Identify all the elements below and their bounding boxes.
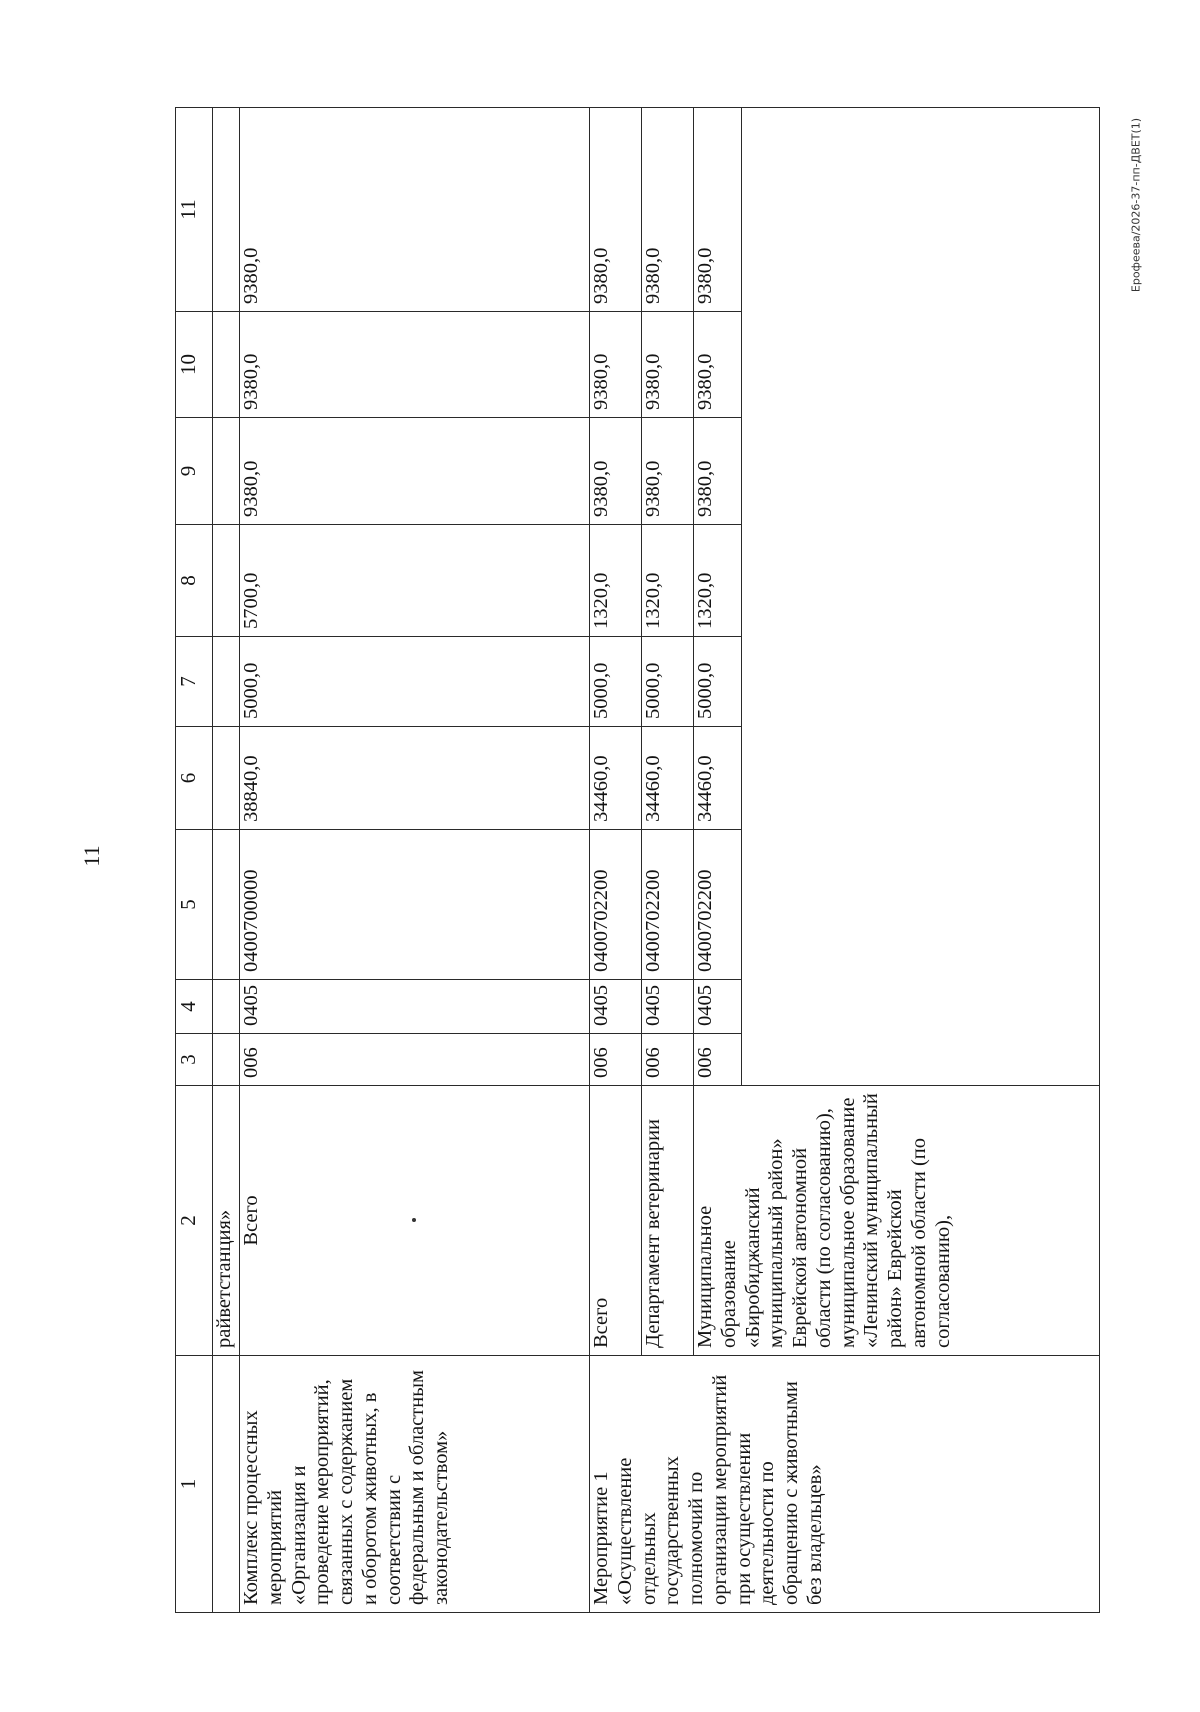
value-2025: 38840,0 (240, 727, 590, 830)
cell-empty (213, 1356, 240, 1613)
cell-empty (213, 980, 240, 1034)
complex-source-label: Всего (240, 1195, 262, 1246)
value-2026: 5000,0 (694, 637, 742, 727)
value-2025: 34460,0 (694, 727, 742, 830)
measure-source: Всего (590, 1086, 642, 1356)
value-2026: 5000,0 (590, 637, 642, 727)
value-2025: 34460,0 (590, 727, 642, 830)
measure-name: Мероприятие 1 «Осуществление отдельных государственных полномочий по организации мероприятий при осуществлении деятельности по обращению с животными без владельцев» (590, 1356, 1100, 1613)
header-cell: 9 (176, 418, 213, 525)
header-cell: 5 (176, 830, 213, 980)
complex-total-row (240, 108, 590, 1613)
value-2028: 9380,0 (642, 418, 694, 525)
value-2027: 1320,0 (694, 525, 742, 637)
value-2026: 5000,0 (240, 637, 590, 727)
value-2028: 9380,0 (694, 418, 742, 525)
header-cell: 10 (176, 312, 213, 418)
rotated-table-container (175, 108, 1100, 1613)
header-cell: 4 (176, 980, 213, 1034)
header-cell: 7 (176, 637, 213, 727)
header-cell: 8 (176, 525, 213, 637)
dot-mark (412, 1219, 416, 1223)
rz-cell: 0405 (590, 980, 642, 1034)
complex-name: Комплекс процессных мероприятий «Организация и проведение мероприятий, связанных с содержанием и оборотом животных, в соответствии с федеральным и областным законодательством» (240, 1356, 590, 1613)
cell-empty (213, 637, 240, 727)
measure-total-row (590, 108, 642, 1613)
stray-dot (399, 1093, 423, 1348)
grbs-cell: 006 (694, 1034, 742, 1086)
value-2029: 9380,0 (240, 312, 590, 418)
grbs-cell: 006 (240, 1034, 590, 1086)
value-2030: 9380,0 (240, 108, 590, 312)
value-2027: 1320,0 (642, 525, 694, 637)
value-2026: 5000,0 (642, 637, 694, 727)
csr-cell: 0400700000 (240, 830, 590, 980)
grbs-cell: 006 (642, 1034, 694, 1086)
value-2028: 9380,0 (590, 418, 642, 525)
header-cell: 6 (176, 727, 213, 830)
value-2030: 9380,0 (590, 108, 642, 312)
value-2029: 9380,0 (590, 312, 642, 418)
grbs-cell: 006 (590, 1034, 642, 1086)
csr-cell: 0400702200 (590, 830, 642, 980)
header-cell: 3 (176, 1034, 213, 1086)
page-number: 11 (79, 845, 104, 867)
rz-cell: 0405 (694, 980, 742, 1034)
measure-source: Департамент ветеринарии (642, 1086, 694, 1356)
cell-empty (213, 525, 240, 637)
value-2030: 9380,0 (694, 108, 742, 312)
blank-area (742, 108, 1100, 1086)
csr-cell: 0400702200 (642, 830, 694, 980)
rz-cell: 0405 (642, 980, 694, 1034)
cell-empty (213, 1034, 240, 1086)
csr-cell: 0400702200 (694, 830, 742, 980)
header-cell: 11 (176, 108, 213, 312)
value-2029: 9380,0 (694, 312, 742, 418)
value-2025: 34460,0 (642, 727, 694, 830)
cell-empty (213, 830, 240, 980)
column-number-row (176, 108, 213, 1613)
value-2030: 9380,0 (642, 108, 694, 312)
cell-empty (213, 312, 240, 418)
cell-empty (213, 418, 240, 525)
cell-empty (213, 108, 240, 312)
header-cell: 2 (176, 1086, 213, 1356)
rz-cell: 0405 (240, 980, 590, 1034)
continuation-row (213, 108, 240, 1613)
value-2027: 1320,0 (590, 525, 642, 637)
value-2029: 9380,0 (642, 312, 694, 418)
budget-table (175, 107, 1100, 1613)
complex-source (240, 1086, 590, 1356)
value-2028: 9380,0 (240, 418, 590, 525)
header-cell: 1 (176, 1356, 213, 1613)
value-2027: 5700,0 (240, 525, 590, 637)
continuation-text: райветстанция» (213, 1086, 240, 1356)
document-reference: Ерофеева/2026-37-пп-ДВЕТ(1) (1129, 117, 1143, 293)
cell-empty (213, 727, 240, 830)
measure-source: Муниципальное образование «Биробиджанский муниципальный район» Еврейской автономной области (по согласованию), муниципальное образование «Ленинский муниципальный район» Еврейской автономной области (по согласованию), (694, 1086, 1100, 1356)
